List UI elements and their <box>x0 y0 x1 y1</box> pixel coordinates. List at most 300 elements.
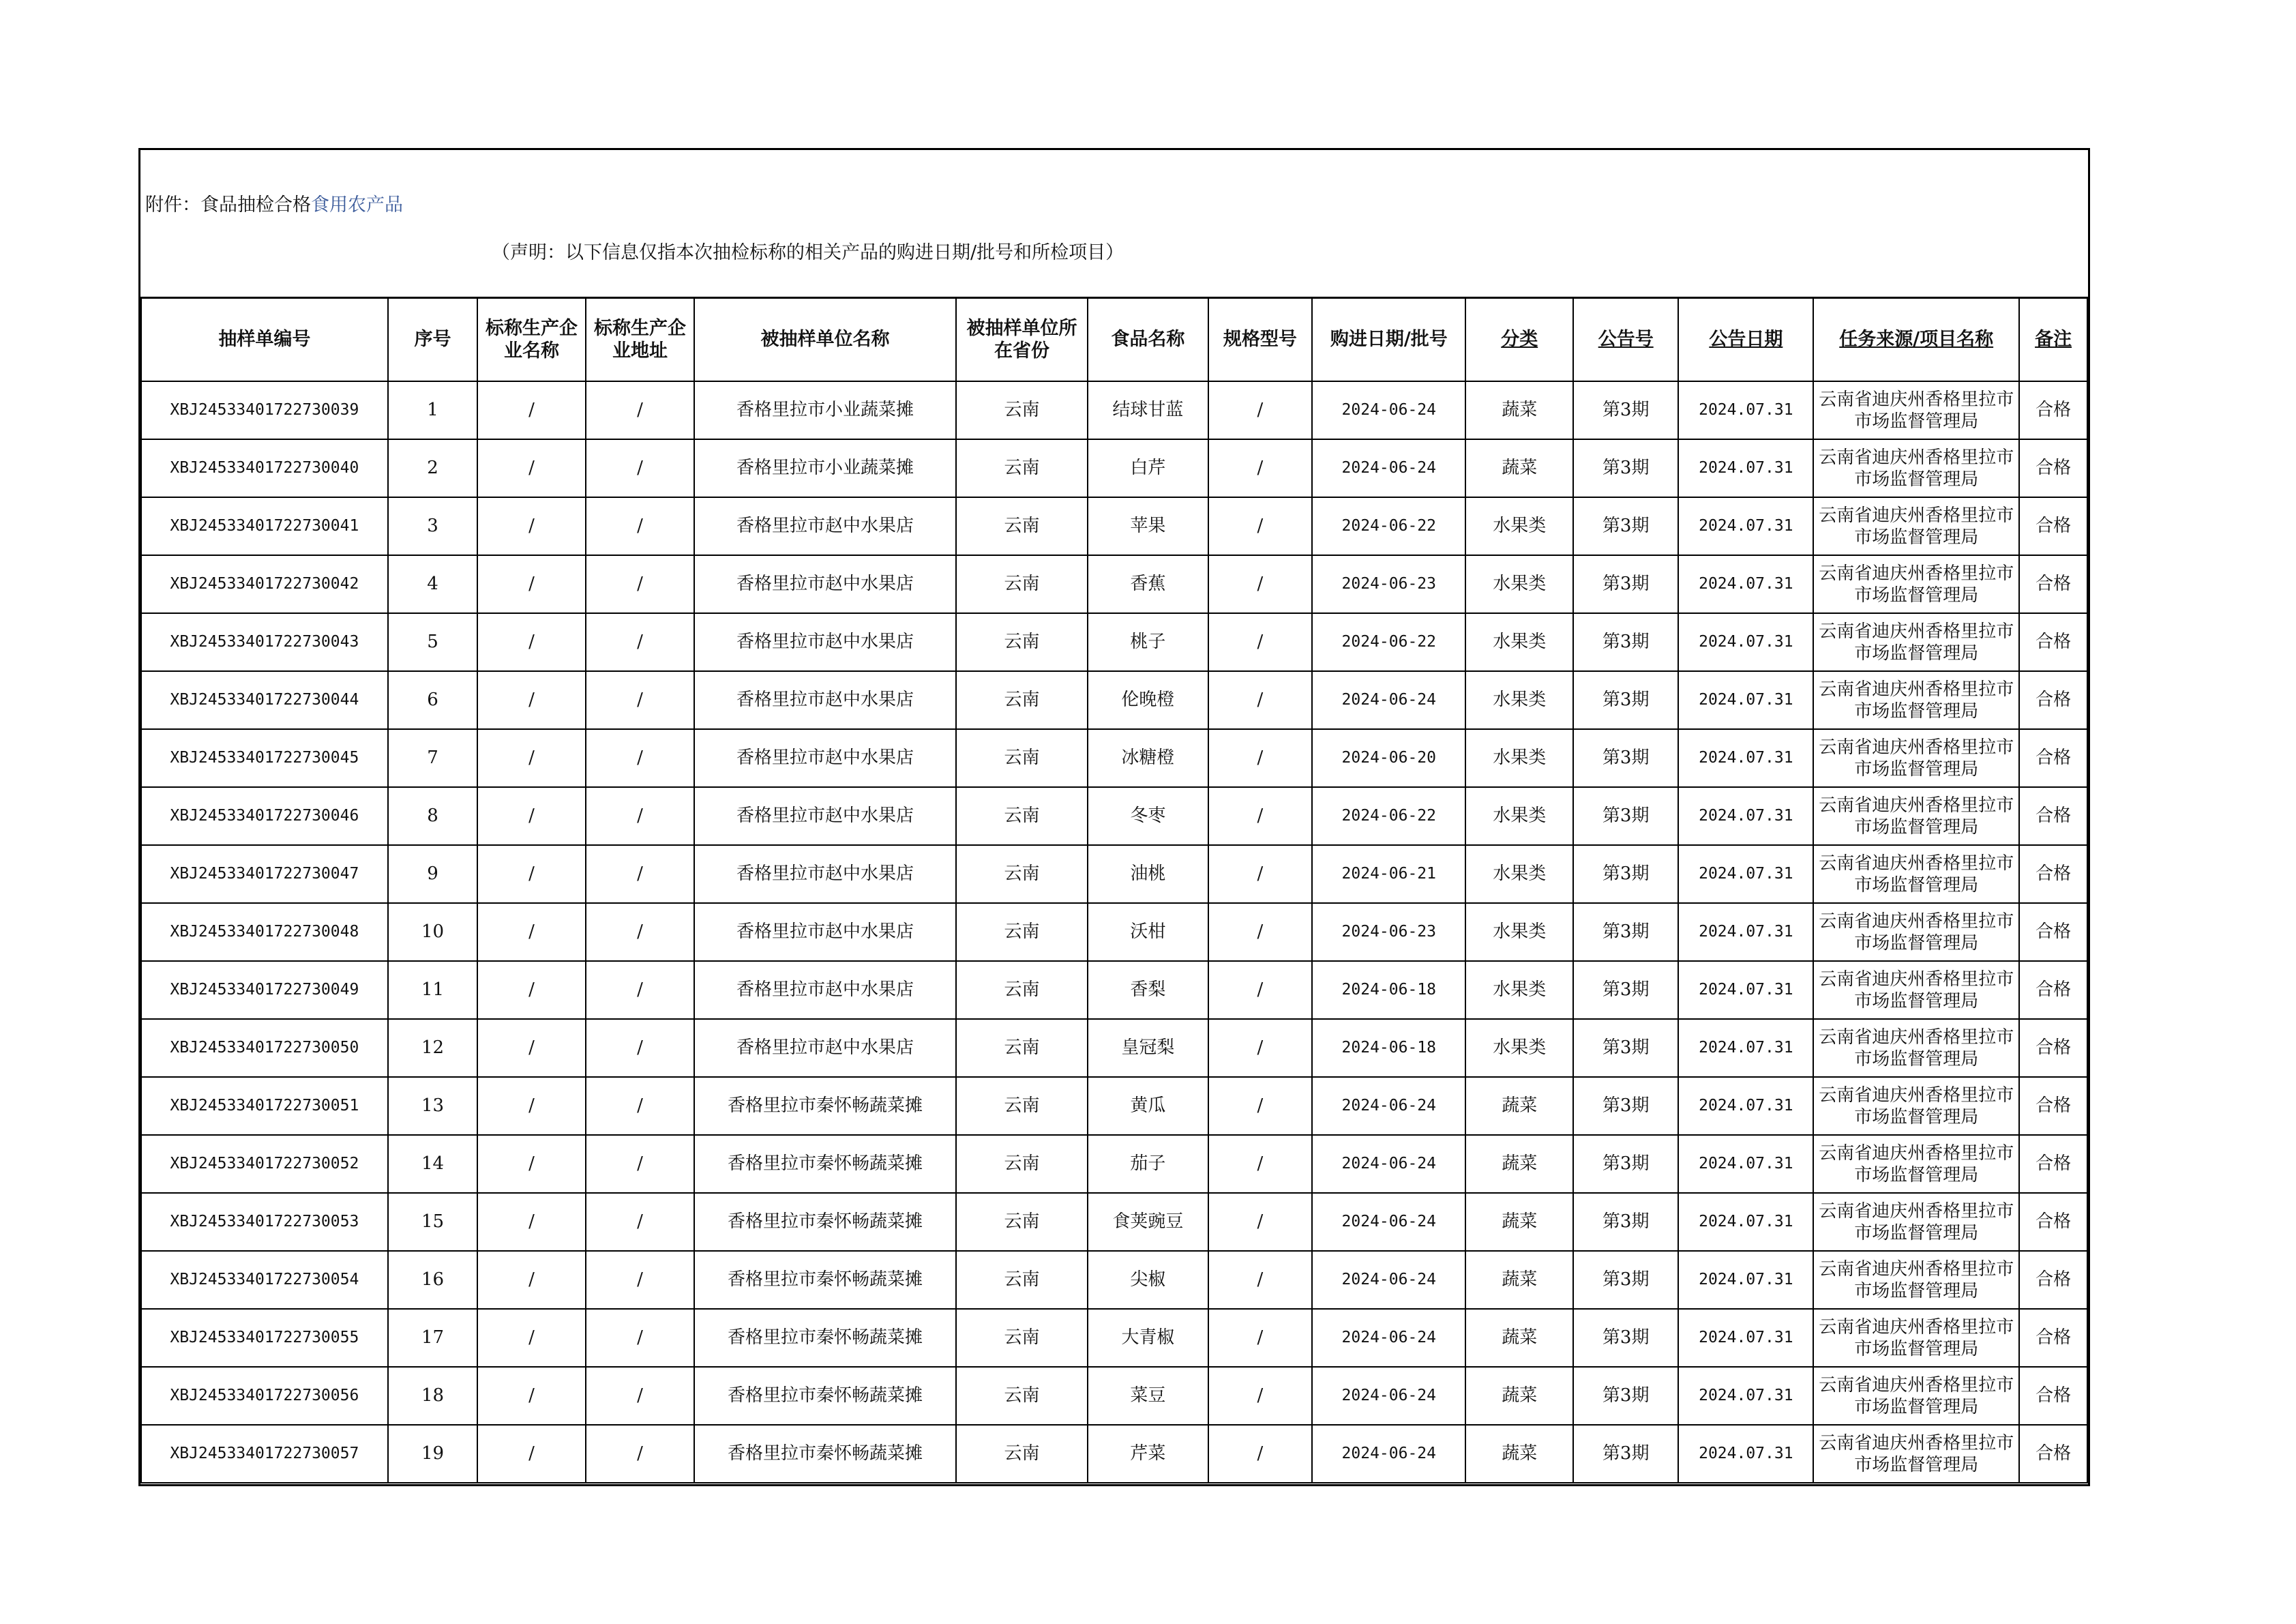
cell-food-name: 冬枣 <box>1088 787 1208 845</box>
cell-purchase-date: 2024-06-22 <box>1312 787 1465 845</box>
cell-sample-id: XBJ24533401722730053 <box>141 1193 388 1251</box>
cell-notice-no: 第3期 <box>1573 1251 1679 1309</box>
cell-notice-no: 第3期 <box>1573 787 1679 845</box>
cell-notice-no: 第3期 <box>1573 845 1679 903</box>
cell-manufacturer-address: / <box>586 1251 694 1309</box>
cell-manufacturer: / <box>477 845 585 903</box>
cell-purchase-date: 2024-06-24 <box>1312 1425 1465 1483</box>
cell-sampled-unit: 香格里拉市赵中水果店 <box>694 613 956 671</box>
cell-serial: 2 <box>388 439 478 497</box>
table-row <box>141 497 2087 555</box>
col-header-sampled-unit: 被抽样单位名称 <box>694 297 956 381</box>
cell-task-source: 云南省迪庆州香格里拉市市场监督管理局 <box>1813 1425 2019 1483</box>
cell-sampled-unit: 香格里拉市赵中水果店 <box>694 845 956 903</box>
cell-food-name: 结球甘蓝 <box>1088 381 1208 439</box>
cell-manufacturer: / <box>477 1367 585 1425</box>
cell-remark: 合格 <box>2019 1135 2087 1193</box>
cell-purchase-date: 2024-06-18 <box>1312 1019 1465 1077</box>
cell-purchase-date: 2024-06-20 <box>1312 729 1465 787</box>
cell-serial: 17 <box>388 1309 478 1367</box>
cell-sample-id: XBJ24533401722730057 <box>141 1425 388 1483</box>
cell-spec: / <box>1208 613 1313 671</box>
cell-spec: / <box>1208 1309 1313 1367</box>
cell-category: 蔬菜 <box>1465 1193 1572 1251</box>
cell-spec: / <box>1208 555 1313 613</box>
cell-food-name: 大青椒 <box>1088 1309 1208 1367</box>
cell-food-name: 沃柑 <box>1088 903 1208 961</box>
cell-manufacturer-address: / <box>586 961 694 1019</box>
cell-notice-date: 2024.07.31 <box>1678 671 1813 729</box>
cell-task-source: 云南省迪庆州香格里拉市市场监督管理局 <box>1813 729 2019 787</box>
cell-category: 水果类 <box>1465 903 1572 961</box>
cell-spec: / <box>1208 381 1313 439</box>
cell-remark: 合格 <box>2019 439 2087 497</box>
cell-spec: / <box>1208 1135 1313 1193</box>
cell-task-source: 云南省迪庆州香格里拉市市场监督管理局 <box>1813 1193 2019 1251</box>
cell-manufacturer-address: / <box>586 497 694 555</box>
cell-spec: / <box>1208 787 1313 845</box>
table-row <box>141 1425 2087 1483</box>
cell-notice-no: 第3期 <box>1573 1019 1679 1077</box>
cell-sample-id: XBJ24533401722730056 <box>141 1367 388 1425</box>
cell-remark: 合格 <box>2019 497 2087 555</box>
cell-sample-id: XBJ24533401722730041 <box>141 497 388 555</box>
table-header-row <box>141 297 2087 381</box>
cell-food-name: 白芹 <box>1088 439 1208 497</box>
cell-notice-date: 2024.07.31 <box>1678 497 1813 555</box>
cell-manufacturer-address: / <box>586 903 694 961</box>
cell-manufacturer-address: / <box>586 381 694 439</box>
cell-notice-no: 第3期 <box>1573 1077 1679 1135</box>
cell-notice-no: 第3期 <box>1573 439 1679 497</box>
table-row <box>141 1309 2087 1367</box>
cell-purchase-date: 2024-06-23 <box>1312 555 1465 613</box>
cell-sample-id: XBJ24533401722730054 <box>141 1251 388 1309</box>
cell-purchase-date: 2024-06-22 <box>1312 613 1465 671</box>
cell-purchase-date: 2024-06-23 <box>1312 903 1465 961</box>
cell-province: 云南 <box>956 1309 1088 1367</box>
cell-manufacturer-address: / <box>586 845 694 903</box>
cell-category: 蔬菜 <box>1465 1425 1572 1483</box>
cell-serial: 5 <box>388 613 478 671</box>
cell-notice-no: 第3期 <box>1573 1367 1679 1425</box>
cell-notice-date: 2024.07.31 <box>1678 1019 1813 1077</box>
cell-sample-id: XBJ24533401722730045 <box>141 729 388 787</box>
cell-province: 云南 <box>956 1019 1088 1077</box>
col-header-serial: 序号 <box>388 297 478 381</box>
cell-notice-date: 2024.07.31 <box>1678 1251 1813 1309</box>
cell-serial: 11 <box>388 961 478 1019</box>
cell-category: 水果类 <box>1465 845 1572 903</box>
table-row <box>141 1367 2087 1425</box>
col-header-manufacturer-address: 标称生产企业地址 <box>586 297 694 381</box>
cell-category: 蔬菜 <box>1465 381 1572 439</box>
cell-task-source: 云南省迪庆州香格里拉市市场监督管理局 <box>1813 439 2019 497</box>
cell-food-name: 芹菜 <box>1088 1425 1208 1483</box>
table-row <box>141 613 2087 671</box>
cell-notice-no: 第3期 <box>1573 671 1679 729</box>
cell-manufacturer: / <box>477 1019 585 1077</box>
cell-notice-no: 第3期 <box>1573 1135 1679 1193</box>
table-row <box>141 903 2087 961</box>
cell-task-source: 云南省迪庆州香格里拉市市场监督管理局 <box>1813 961 2019 1019</box>
cell-province: 云南 <box>956 671 1088 729</box>
cell-serial: 3 <box>388 497 478 555</box>
cell-spec: / <box>1208 671 1313 729</box>
cell-category: 蔬菜 <box>1465 1077 1572 1135</box>
cell-notice-no: 第3期 <box>1573 381 1679 439</box>
cell-task-source: 云南省迪庆州香格里拉市市场监督管理局 <box>1813 1309 2019 1367</box>
cell-remark: 合格 <box>2019 1425 2087 1483</box>
cell-task-source: 云南省迪庆州香格里拉市市场监督管理局 <box>1813 1077 2019 1135</box>
cell-remark: 合格 <box>2019 1309 2087 1367</box>
cell-purchase-date: 2024-06-21 <box>1312 845 1465 903</box>
cell-category: 水果类 <box>1465 613 1572 671</box>
cell-manufacturer: / <box>477 671 585 729</box>
cell-manufacturer-address: / <box>586 439 694 497</box>
cell-sampled-unit: 香格里拉市小业蔬菜摊 <box>694 381 956 439</box>
cell-purchase-date: 2024-06-18 <box>1312 961 1465 1019</box>
cell-sample-id: XBJ24533401722730044 <box>141 671 388 729</box>
cell-province: 云南 <box>956 961 1088 1019</box>
col-header-sample-id: 抽样单编号 <box>141 297 388 381</box>
cell-notice-date: 2024.07.31 <box>1678 1309 1813 1367</box>
col-header-category: 分类 <box>1465 297 1572 381</box>
cell-manufacturer: / <box>477 1077 585 1135</box>
cell-remark: 合格 <box>2019 1193 2087 1251</box>
statement: （声明：以下信息仅指本次抽检标称的相关产品的购进日期/批号和所检项目） <box>492 242 1124 263</box>
col-header-manufacturer: 标称生产企业名称 <box>477 297 585 381</box>
cell-sampled-unit: 香格里拉市赵中水果店 <box>694 1019 956 1077</box>
cell-remark: 合格 <box>2019 903 2087 961</box>
cell-serial: 14 <box>388 1135 478 1193</box>
cell-manufacturer: / <box>477 787 585 845</box>
cell-spec: / <box>1208 1193 1313 1251</box>
cell-purchase-date: 2024-06-24 <box>1312 1135 1465 1193</box>
cell-food-name: 茄子 <box>1088 1135 1208 1193</box>
cell-sample-id: XBJ24533401722730048 <box>141 903 388 961</box>
cell-remark: 合格 <box>2019 1019 2087 1077</box>
cell-notice-no: 第3期 <box>1573 903 1679 961</box>
cell-remark: 合格 <box>2019 961 2087 1019</box>
cell-province: 云南 <box>956 787 1088 845</box>
cell-notice-date: 2024.07.31 <box>1678 1367 1813 1425</box>
cell-notice-date: 2024.07.31 <box>1678 439 1813 497</box>
cell-sampled-unit: 香格里拉市秦怀畅蔬菜摊 <box>694 1135 956 1193</box>
table-row <box>141 1193 2087 1251</box>
cell-food-name: 苹果 <box>1088 497 1208 555</box>
cell-notice-no: 第3期 <box>1573 729 1679 787</box>
cell-sampled-unit: 香格里拉市秦怀畅蔬菜摊 <box>694 1077 956 1135</box>
cell-serial: 19 <box>388 1425 478 1483</box>
cell-sample-id: XBJ24533401722730052 <box>141 1135 388 1193</box>
cell-notice-date: 2024.07.31 <box>1678 961 1813 1019</box>
cell-notice-no: 第3期 <box>1573 613 1679 671</box>
table-row <box>141 671 2087 729</box>
cell-manufacturer-address: / <box>586 1309 694 1367</box>
cell-manufacturer: / <box>477 961 585 1019</box>
table-row <box>141 1077 2087 1135</box>
cell-spec: / <box>1208 439 1313 497</box>
cell-notice-date: 2024.07.31 <box>1678 1193 1813 1251</box>
cell-manufacturer: / <box>477 555 585 613</box>
cell-sampled-unit: 香格里拉市赵中水果店 <box>694 729 956 787</box>
cell-food-name: 伦晚橙 <box>1088 671 1208 729</box>
cell-food-name: 菜豆 <box>1088 1367 1208 1425</box>
cell-manufacturer-address: / <box>586 1425 694 1483</box>
cell-province: 云南 <box>956 903 1088 961</box>
cell-category: 蔬菜 <box>1465 439 1572 497</box>
cell-notice-no: 第3期 <box>1573 1425 1679 1483</box>
cell-remark: 合格 <box>2019 845 2087 903</box>
cell-notice-no: 第3期 <box>1573 555 1679 613</box>
cell-serial: 6 <box>388 671 478 729</box>
cell-food-name: 尖椒 <box>1088 1251 1208 1309</box>
cell-remark: 合格 <box>2019 1077 2087 1135</box>
cell-notice-no: 第3期 <box>1573 1193 1679 1251</box>
cell-task-source: 云南省迪庆州香格里拉市市场监督管理局 <box>1813 1367 2019 1425</box>
cell-sampled-unit: 香格里拉市秦怀畅蔬菜摊 <box>694 1309 956 1367</box>
attachment-highlight: 食用农产品 <box>311 194 403 216</box>
cell-notice-date: 2024.07.31 <box>1678 381 1813 439</box>
cell-remark: 合格 <box>2019 787 2087 845</box>
table-row <box>141 729 2087 787</box>
cell-spec: / <box>1208 845 1313 903</box>
cell-notice-date: 2024.07.31 <box>1678 555 1813 613</box>
col-header-notice-no: 公告号 <box>1573 297 1679 381</box>
cell-category: 蔬菜 <box>1465 1367 1572 1425</box>
cell-sampled-unit: 香格里拉市秦怀畅蔬菜摊 <box>694 1425 956 1483</box>
cell-task-source: 云南省迪庆州香格里拉市市场监督管理局 <box>1813 845 2019 903</box>
cell-manufacturer-address: / <box>586 1019 694 1077</box>
table-row <box>141 845 2087 903</box>
cell-manufacturer-address: / <box>586 729 694 787</box>
cell-sample-id: XBJ24533401722730051 <box>141 1077 388 1135</box>
cell-sampled-unit: 香格里拉市秦怀畅蔬菜摊 <box>694 1251 956 1309</box>
cell-sampled-unit: 香格里拉市赵中水果店 <box>694 787 956 845</box>
cell-category: 水果类 <box>1465 555 1572 613</box>
cell-notice-date: 2024.07.31 <box>1678 845 1813 903</box>
cell-food-name: 食荚豌豆 <box>1088 1193 1208 1251</box>
cell-spec: / <box>1208 1077 1313 1135</box>
cell-sampled-unit: 香格里拉市赵中水果店 <box>694 671 956 729</box>
cell-serial: 8 <box>388 787 478 845</box>
col-header-spec: 规格型号 <box>1208 297 1313 381</box>
cell-province: 云南 <box>956 1251 1088 1309</box>
cell-sample-id: XBJ24533401722730049 <box>141 961 388 1019</box>
table-row <box>141 555 2087 613</box>
cell-remark: 合格 <box>2019 555 2087 613</box>
cell-category: 水果类 <box>1465 1019 1572 1077</box>
cell-purchase-date: 2024-06-24 <box>1312 439 1465 497</box>
cell-serial: 18 <box>388 1367 478 1425</box>
col-header-purchase-date: 购进日期/批号 <box>1312 297 1465 381</box>
col-header-task-source: 任务来源/项目名称 <box>1813 297 2019 381</box>
cell-manufacturer: / <box>477 1135 585 1193</box>
cell-province: 云南 <box>956 1425 1088 1483</box>
cell-task-source: 云南省迪庆州香格里拉市市场监督管理局 <box>1813 613 2019 671</box>
cell-sampled-unit: 香格里拉市秦怀畅蔬菜摊 <box>694 1367 956 1425</box>
cell-notice-no: 第3期 <box>1573 497 1679 555</box>
cell-notice-date: 2024.07.31 <box>1678 903 1813 961</box>
cell-remark: 合格 <box>2019 381 2087 439</box>
cell-manufacturer: / <box>477 613 585 671</box>
cell-manufacturer-address: / <box>586 1135 694 1193</box>
table-row <box>141 1019 2087 1077</box>
cell-category: 蔬菜 <box>1465 1135 1572 1193</box>
cell-sampled-unit: 香格里拉市赵中水果店 <box>694 903 956 961</box>
cell-remark: 合格 <box>2019 729 2087 787</box>
cell-notice-date: 2024.07.31 <box>1678 613 1813 671</box>
cell-notice-no: 第3期 <box>1573 1309 1679 1367</box>
cell-province: 云南 <box>956 729 1088 787</box>
cell-category: 水果类 <box>1465 787 1572 845</box>
cell-province: 云南 <box>956 1077 1088 1135</box>
cell-manufacturer-address: / <box>586 613 694 671</box>
cell-sampled-unit: 香格里拉市赵中水果店 <box>694 961 956 1019</box>
cell-remark: 合格 <box>2019 1367 2087 1425</box>
cell-sampled-unit: 香格里拉市秦怀畅蔬菜摊 <box>694 1193 956 1251</box>
cell-manufacturer: / <box>477 1309 585 1367</box>
cell-purchase-date: 2024-06-24 <box>1312 1251 1465 1309</box>
cell-province: 云南 <box>956 439 1088 497</box>
cell-notice-date: 2024.07.31 <box>1678 1135 1813 1193</box>
cell-serial: 16 <box>388 1251 478 1309</box>
cell-category: 水果类 <box>1465 497 1572 555</box>
col-header-notice-date: 公告日期 <box>1678 297 1813 381</box>
cell-manufacturer-address: / <box>586 787 694 845</box>
cell-notice-date: 2024.07.31 <box>1678 787 1813 845</box>
cell-manufacturer-address: / <box>586 1193 694 1251</box>
cell-serial: 13 <box>388 1077 478 1135</box>
cell-manufacturer: / <box>477 1425 585 1483</box>
cell-purchase-date: 2024-06-22 <box>1312 497 1465 555</box>
cell-spec: / <box>1208 1251 1313 1309</box>
cell-manufacturer: / <box>477 1251 585 1309</box>
cell-province: 云南 <box>956 381 1088 439</box>
cell-serial: 12 <box>388 1019 478 1077</box>
cell-task-source: 云南省迪庆州香格里拉市市场监督管理局 <box>1813 555 2019 613</box>
cell-task-source: 云南省迪庆州香格里拉市市场监督管理局 <box>1813 903 2019 961</box>
cell-category: 蔬菜 <box>1465 1309 1572 1367</box>
cell-task-source: 云南省迪庆州香格里拉市市场监督管理局 <box>1813 787 2019 845</box>
cell-manufacturer: / <box>477 903 585 961</box>
cell-notice-date: 2024.07.31 <box>1678 1077 1813 1135</box>
cell-province: 云南 <box>956 1193 1088 1251</box>
cell-task-source: 云南省迪庆州香格里拉市市场监督管理局 <box>1813 497 2019 555</box>
table-row <box>141 439 2087 497</box>
cell-purchase-date: 2024-06-24 <box>1312 671 1465 729</box>
cell-manufacturer-address: / <box>586 1077 694 1135</box>
cell-province: 云南 <box>956 1135 1088 1193</box>
cell-food-name: 香蕉 <box>1088 555 1208 613</box>
table-row <box>141 961 2087 1019</box>
cell-province: 云南 <box>956 613 1088 671</box>
cell-purchase-date: 2024-06-24 <box>1312 381 1465 439</box>
cell-remark: 合格 <box>2019 671 2087 729</box>
cell-sample-id: XBJ24533401722730055 <box>141 1309 388 1367</box>
cell-food-name: 黄瓜 <box>1088 1077 1208 1135</box>
cell-notice-no: 第3期 <box>1573 961 1679 1019</box>
cell-manufacturer-address: / <box>586 1367 694 1425</box>
cell-remark: 合格 <box>2019 613 2087 671</box>
cell-sample-id: XBJ24533401722730046 <box>141 787 388 845</box>
cell-serial: 15 <box>388 1193 478 1251</box>
cell-spec: / <box>1208 1367 1313 1425</box>
cell-serial: 10 <box>388 903 478 961</box>
document-sheet <box>138 148 2090 1486</box>
cell-purchase-date: 2024-06-24 <box>1312 1309 1465 1367</box>
inspection-table <box>140 297 2088 1483</box>
table-row <box>141 787 2087 845</box>
header-block <box>140 150 2088 299</box>
cell-province: 云南 <box>956 497 1088 555</box>
attachment-title <box>145 190 403 216</box>
cell-notice-date: 2024.07.31 <box>1678 729 1813 787</box>
cell-manufacturer: / <box>477 381 585 439</box>
cell-food-name: 油桃 <box>1088 845 1208 903</box>
table-body <box>141 381 2087 1483</box>
cell-food-name: 桃子 <box>1088 613 1208 671</box>
col-header-province: 被抽样单位所在省份 <box>956 297 1088 381</box>
cell-food-name: 皇冠梨 <box>1088 1019 1208 1077</box>
cell-sample-id: XBJ24533401722730050 <box>141 1019 388 1077</box>
cell-spec: / <box>1208 961 1313 1019</box>
cell-task-source: 云南省迪庆州香格里拉市市场监督管理局 <box>1813 1135 2019 1193</box>
cell-sample-id: XBJ24533401722730047 <box>141 845 388 903</box>
cell-sampled-unit: 香格里拉市小业蔬菜摊 <box>694 439 956 497</box>
cell-sample-id: XBJ24533401722730043 <box>141 613 388 671</box>
cell-category: 水果类 <box>1465 671 1572 729</box>
cell-task-source: 云南省迪庆州香格里拉市市场监督管理局 <box>1813 671 2019 729</box>
cell-manufacturer: / <box>477 439 585 497</box>
cell-manufacturer: / <box>477 1193 585 1251</box>
attachment-prefix: 附件：食品抽检合格 <box>145 194 311 216</box>
table-row <box>141 381 2087 439</box>
cell-food-name: 香梨 <box>1088 961 1208 1019</box>
cell-serial: 4 <box>388 555 478 613</box>
cell-purchase-date: 2024-06-24 <box>1312 1077 1465 1135</box>
cell-spec: / <box>1208 729 1313 787</box>
cell-province: 云南 <box>956 845 1088 903</box>
cell-manufacturer: / <box>477 729 585 787</box>
cell-manufacturer-address: / <box>586 671 694 729</box>
cell-manufacturer: / <box>477 497 585 555</box>
cell-serial: 7 <box>388 729 478 787</box>
cell-remark: 合格 <box>2019 1251 2087 1309</box>
cell-sample-id: XBJ24533401722730042 <box>141 555 388 613</box>
cell-spec: / <box>1208 497 1313 555</box>
cell-province: 云南 <box>956 555 1088 613</box>
cell-task-source: 云南省迪庆州香格里拉市市场监督管理局 <box>1813 381 2019 439</box>
cell-province: 云南 <box>956 1367 1088 1425</box>
col-header-remark: 备注 <box>2019 297 2087 381</box>
cell-category: 水果类 <box>1465 729 1572 787</box>
cell-sample-id: XBJ24533401722730040 <box>141 439 388 497</box>
cell-task-source: 云南省迪庆州香格里拉市市场监督管理局 <box>1813 1251 2019 1309</box>
cell-serial: 1 <box>388 381 478 439</box>
cell-sample-id: XBJ24533401722730039 <box>141 381 388 439</box>
cell-spec: / <box>1208 903 1313 961</box>
cell-category: 水果类 <box>1465 961 1572 1019</box>
cell-task-source: 云南省迪庆州香格里拉市市场监督管理局 <box>1813 1019 2019 1077</box>
cell-sampled-unit: 香格里拉市赵中水果店 <box>694 497 956 555</box>
cell-purchase-date: 2024-06-24 <box>1312 1193 1465 1251</box>
cell-manufacturer-address: / <box>586 555 694 613</box>
cell-purchase-date: 2024-06-24 <box>1312 1367 1465 1425</box>
table-row <box>141 1135 2087 1193</box>
cell-category: 蔬菜 <box>1465 1251 1572 1309</box>
